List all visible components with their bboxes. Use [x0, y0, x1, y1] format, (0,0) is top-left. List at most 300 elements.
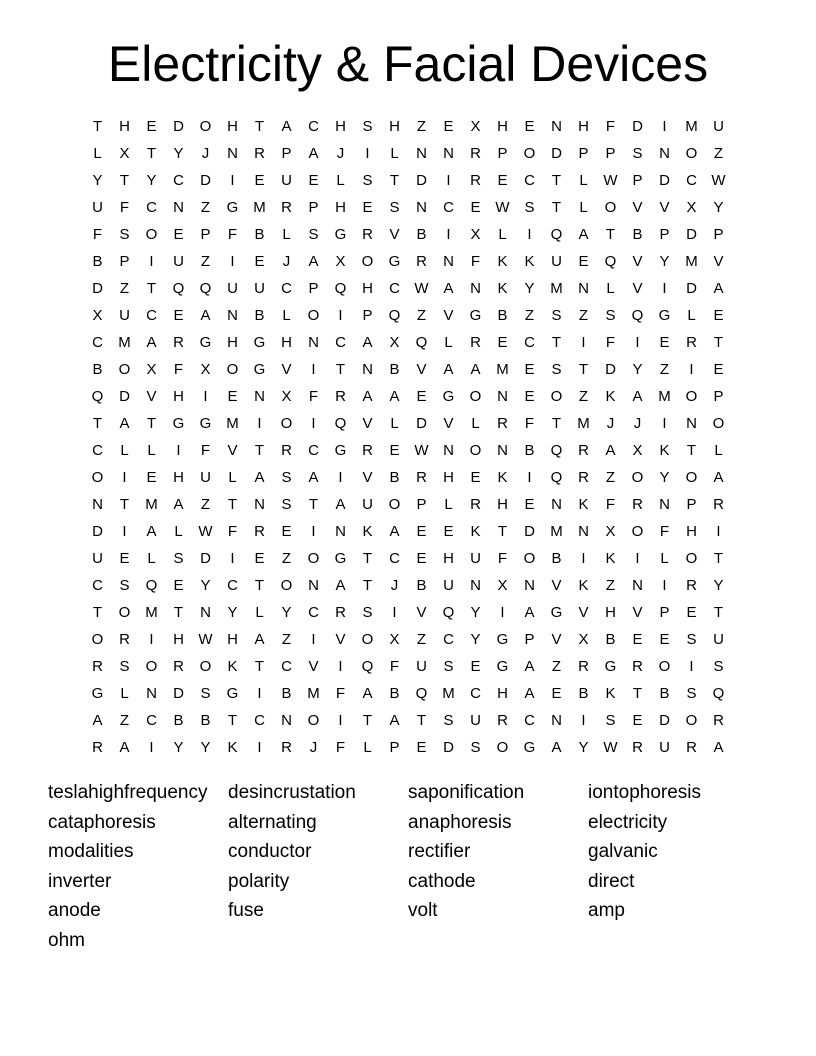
grid-letter: T — [551, 172, 562, 189]
grid-letter: E — [632, 712, 643, 729]
grid-letter: E — [524, 496, 535, 513]
grid-letter: E — [470, 199, 481, 216]
grid-letter: V — [578, 604, 589, 621]
grid-letter: E — [389, 442, 400, 459]
grid-letter: M — [307, 685, 320, 702]
grid-letter: X — [389, 631, 400, 648]
grid-letter: O — [118, 361, 131, 378]
grid-letter: J — [309, 739, 318, 756]
grid-letter: A — [119, 415, 130, 432]
grid-row — [84, 707, 732, 734]
grid-letter: C — [524, 712, 535, 729]
grid-letter: E — [173, 577, 184, 594]
grid-letter: Q — [172, 280, 185, 297]
grid-letter: M — [496, 361, 509, 378]
grid-letter: Z — [578, 307, 589, 324]
grid-letter: T — [227, 496, 238, 513]
grid-letter: Q — [91, 388, 104, 405]
grid-letter: R — [713, 496, 724, 513]
grid-letter: Y — [146, 172, 157, 189]
grid-letter: R — [362, 442, 373, 459]
grid-letter: T — [416, 712, 427, 729]
grid-letter: O — [685, 145, 698, 162]
grid-letter: A — [713, 739, 724, 756]
grid-letter: I — [527, 226, 532, 243]
grid-letter: C — [92, 442, 103, 459]
grid-letter: U — [443, 577, 454, 594]
grid-letter: H — [443, 469, 454, 486]
grid-letter: A — [308, 253, 319, 270]
grid-letter: D — [632, 118, 643, 135]
grid-row — [84, 410, 732, 437]
grid-letter: I — [230, 172, 235, 189]
grid-letter: Y — [470, 631, 481, 648]
grid-letter: W — [414, 442, 429, 459]
grid-letter: S — [362, 172, 373, 189]
grid-letter: V — [551, 577, 562, 594]
grid-letter: V — [632, 253, 643, 270]
grid-letter: U — [173, 253, 184, 270]
grid-letter: V — [443, 415, 454, 432]
grid-letter: B — [281, 685, 292, 702]
grid-letter: M — [577, 415, 590, 432]
grid-letter: A — [389, 388, 400, 405]
grid-letter: I — [365, 145, 370, 162]
grid-letter: T — [92, 604, 103, 621]
grid-letter: L — [282, 307, 291, 324]
grid-letter: P — [605, 145, 616, 162]
grid-letter: H — [497, 118, 508, 135]
grid-letter: X — [497, 577, 508, 594]
grid-letter: T — [146, 145, 157, 162]
grid-letter: Z — [200, 253, 211, 270]
grid-letter: H — [119, 118, 130, 135]
grid-letter: D — [443, 739, 454, 756]
grid-letter: P — [524, 631, 535, 648]
grid-letter: F — [227, 226, 238, 243]
grid-letter: G — [226, 199, 239, 216]
grid-letter: R — [281, 739, 292, 756]
grid-letter: N — [281, 712, 292, 729]
grid-letter: D — [173, 118, 184, 135]
grid-letter: J — [201, 145, 210, 162]
grid-letter: H — [281, 334, 292, 351]
grid-letter: V — [632, 199, 643, 216]
grid-letter: O — [685, 712, 698, 729]
word-list-item: ohm — [48, 929, 85, 951]
grid-letter: I — [203, 388, 208, 405]
grid-letter: L — [606, 280, 615, 297]
grid-letter: H — [578, 118, 589, 135]
grid-letter: K — [497, 280, 508, 297]
grid-letter: O — [280, 577, 293, 594]
grid-letter: E — [227, 388, 238, 405]
grid-letter: S — [605, 712, 616, 729]
grid-letter: L — [579, 199, 588, 216]
grid-letter: T — [254, 577, 265, 594]
grid-letter: B — [254, 307, 265, 324]
grid-letter: E — [524, 388, 535, 405]
grid-letter: R — [470, 145, 481, 162]
grid-letter: E — [578, 253, 589, 270]
grid-letter: C — [389, 280, 400, 297]
grid-letter: S — [632, 145, 643, 162]
grid-letter: B — [578, 685, 589, 702]
grid-letter: N — [470, 280, 481, 297]
grid-letter: M — [442, 685, 455, 702]
grid-letter: G — [496, 631, 509, 648]
grid-letter: N — [443, 253, 454, 270]
grid-letter: T — [686, 442, 697, 459]
grid-letter: Z — [200, 496, 211, 513]
grid-letter: N — [686, 415, 697, 432]
grid-row — [84, 329, 732, 356]
grid-letter: K — [605, 685, 616, 702]
grid-letter: Z — [416, 631, 427, 648]
grid-letter: I — [311, 361, 316, 378]
grid-letter: L — [714, 442, 723, 459]
grid-letter: G — [523, 739, 536, 756]
grid-letter: B — [416, 226, 427, 243]
grid-letter: I — [149, 739, 154, 756]
grid-letter: P — [308, 280, 319, 297]
grid-letter: O — [280, 415, 293, 432]
grid-letter: X — [470, 226, 481, 243]
grid-letter: E — [524, 118, 535, 135]
grid-letter: A — [443, 280, 454, 297]
grid-letter: P — [119, 253, 130, 270]
grid-letter: R — [416, 253, 427, 270]
grid-letter: O — [91, 469, 104, 486]
grid-letter: E — [173, 226, 184, 243]
grid-letter: K — [578, 577, 589, 594]
grid-letter: V — [389, 226, 400, 243]
grid-letter: D — [551, 145, 562, 162]
grid-letter: U — [713, 118, 724, 135]
grid-letter: Y — [173, 739, 184, 756]
grid-letter: I — [635, 334, 640, 351]
grid-letter: E — [146, 469, 157, 486]
grid-letter: D — [92, 523, 103, 540]
grid-letter: N — [470, 577, 481, 594]
grid-letter: G — [334, 226, 347, 243]
grid-letter: D — [200, 172, 211, 189]
grid-letter: V — [416, 604, 427, 621]
grid-letter: U — [713, 631, 724, 648]
grid-letter: F — [92, 226, 103, 243]
grid-letter: R — [362, 226, 373, 243]
grid-letter: N — [416, 145, 427, 162]
grid-letter: A — [524, 604, 535, 621]
grid-letter: P — [659, 604, 670, 621]
grid-row — [84, 464, 732, 491]
grid-letter: C — [281, 658, 292, 675]
grid-letter: R — [686, 739, 697, 756]
grid-letter: V — [227, 442, 238, 459]
grid-row — [84, 734, 732, 761]
grid-letter: O — [91, 631, 104, 648]
grid-letter: D — [416, 415, 427, 432]
grid-letter: S — [713, 658, 724, 675]
grid-letter: C — [92, 577, 103, 594]
grid-letter: A — [389, 712, 400, 729]
grid-letter: G — [199, 415, 212, 432]
grid-letter: Z — [605, 469, 616, 486]
word-list-item: desincrustation — [228, 782, 356, 803]
grid-letter: B — [254, 226, 265, 243]
grid-letter: O — [469, 388, 482, 405]
grid-row — [84, 221, 732, 248]
grid-letter: T — [497, 523, 508, 540]
grid-letter: X — [335, 253, 346, 270]
word-list-item: volt — [408, 900, 438, 922]
grid-letter: E — [470, 469, 481, 486]
word-list-item: polarity — [228, 870, 290, 892]
grid-letter: L — [147, 442, 156, 459]
grid-letter: R — [173, 658, 184, 675]
grid-row — [84, 680, 732, 707]
grid-letter: Q — [334, 415, 347, 432]
grid-letter: O — [307, 712, 320, 729]
grid-letter: B — [389, 469, 400, 486]
grid-letter: Y — [92, 172, 103, 189]
grid-letter: L — [390, 145, 399, 162]
grid-letter: J — [390, 577, 399, 594]
grid-row — [84, 518, 732, 545]
grid-letter: V — [443, 307, 454, 324]
grid-letter: H — [227, 334, 238, 351]
grid-letter: P — [713, 226, 724, 243]
grid-letter: L — [498, 226, 507, 243]
grid-letter: Q — [199, 280, 212, 297]
grid-letter: N — [497, 388, 508, 405]
grid-letter: A — [146, 523, 157, 540]
grid-letter: X — [605, 523, 616, 540]
grid-letter: G — [253, 334, 266, 351]
grid-letter: T — [362, 577, 373, 594]
grid-row — [84, 356, 732, 383]
grid-letter: E — [659, 631, 670, 648]
grid-letter: N — [416, 199, 427, 216]
grid-letter: Q — [550, 226, 563, 243]
grid-letter: A — [146, 334, 157, 351]
grid-letter: S — [119, 577, 130, 594]
grid-letter: E — [146, 118, 157, 135]
grid-letter: Q — [145, 577, 158, 594]
grid-letter: T — [605, 226, 616, 243]
grid-letter: S — [119, 658, 130, 675]
grid-letter: O — [631, 523, 644, 540]
grid-letter: I — [311, 523, 316, 540]
grid-letter: Q — [631, 307, 644, 324]
grid-letter: X — [146, 361, 157, 378]
grid-letter: L — [336, 172, 345, 189]
grid-letter: I — [230, 550, 235, 567]
grid-letter: B — [632, 226, 643, 243]
grid-letter: O — [604, 199, 617, 216]
grid-row — [84, 545, 732, 572]
grid-letter: E — [416, 388, 427, 405]
grid-letter: X — [470, 118, 481, 135]
grid-letter: Z — [281, 550, 292, 567]
grid-letter: K — [470, 523, 481, 540]
grid-letter: U — [659, 739, 670, 756]
grid-letter: I — [581, 550, 586, 567]
grid-letter: O — [712, 415, 725, 432]
grid-letter: N — [92, 496, 103, 513]
grid-letter: L — [579, 172, 588, 189]
grid-letter: V — [146, 388, 157, 405]
grid-letter: W — [603, 172, 618, 189]
grid-letter: I — [446, 226, 451, 243]
grid-letter: B — [92, 361, 103, 378]
grid-letter: A — [632, 388, 643, 405]
grid-letter: I — [392, 604, 397, 621]
grid-letter: R — [92, 658, 103, 675]
grid-letter: I — [122, 469, 127, 486]
grid-letter: A — [362, 334, 373, 351]
grid-letter: N — [308, 334, 319, 351]
grid-letter: R — [119, 631, 130, 648]
grid-letter: C — [308, 118, 319, 135]
grid-letter: R — [470, 172, 481, 189]
grid-letter: I — [149, 631, 154, 648]
grid-letter: C — [146, 712, 157, 729]
letter-grid — [84, 113, 732, 761]
grid-letter: G — [604, 658, 617, 675]
grid-letter: T — [254, 118, 265, 135]
grid-letter: V — [551, 631, 562, 648]
grid-letter: D — [173, 685, 184, 702]
grid-letter: O — [118, 604, 131, 621]
grid-letter: E — [524, 361, 535, 378]
grid-letter: N — [551, 496, 562, 513]
grid-letter: C — [308, 442, 319, 459]
grid-letter: G — [334, 550, 347, 567]
grid-letter: S — [362, 604, 373, 621]
grid-letter: E — [308, 172, 319, 189]
grid-letter: L — [174, 523, 183, 540]
grid-letter: T — [146, 415, 157, 432]
grid-letter: I — [122, 523, 127, 540]
grid-letter: T — [551, 415, 562, 432]
grid-letter: J — [282, 253, 291, 270]
grid-letter: O — [199, 658, 212, 675]
grid-letter: L — [444, 496, 453, 513]
grid-letter: I — [311, 631, 316, 648]
grid-letter: Y — [227, 604, 238, 621]
word-list-item: amp — [588, 900, 625, 922]
grid-letter: N — [443, 145, 454, 162]
grid-letter: T — [578, 361, 589, 378]
grid-letter: I — [176, 442, 181, 459]
grid-letter: R — [497, 415, 508, 432]
grid-row — [84, 302, 732, 329]
grid-letter: S — [362, 118, 373, 135]
grid-letter: N — [254, 496, 265, 513]
grid-letter: Y — [281, 604, 292, 621]
grid-letter: T — [254, 442, 265, 459]
grid-letter: S — [551, 361, 562, 378]
grid-letter: R — [470, 334, 481, 351]
grid-letter: Y — [470, 604, 481, 621]
grid-letter: S — [281, 496, 292, 513]
grid-letter: F — [335, 685, 346, 702]
grid-letter: N — [659, 496, 670, 513]
grid-letter: X — [578, 631, 589, 648]
grid-letter: D — [200, 550, 211, 567]
grid-letter: I — [230, 253, 235, 270]
grid-letter: E — [659, 334, 670, 351]
grid-letter: H — [173, 469, 184, 486]
grid-letter: U — [551, 253, 562, 270]
grid-letter: C — [254, 712, 265, 729]
grid-letter: X — [389, 334, 400, 351]
grid-letter: R — [578, 442, 589, 459]
grid-letter: P — [362, 307, 373, 324]
grid-letter: M — [253, 199, 266, 216]
grid-letter: Y — [578, 739, 589, 756]
grid-letter: C — [146, 307, 157, 324]
grid-letter: L — [444, 334, 453, 351]
grid-letter: R — [686, 334, 697, 351]
grid-letter: O — [145, 226, 158, 243]
grid-letter: S — [173, 550, 184, 567]
grid-letter: C — [335, 334, 346, 351]
grid-letter: U — [227, 280, 238, 297]
grid-letter: O — [145, 658, 158, 675]
grid-letter: A — [254, 631, 265, 648]
grid-letter: P — [659, 226, 670, 243]
grid-letter: G — [550, 604, 563, 621]
grid-letter: S — [389, 199, 400, 216]
grid-letter: R — [254, 145, 265, 162]
grid-letter: Y — [713, 577, 724, 594]
grid-letter: G — [388, 253, 401, 270]
grid-letter: W — [198, 631, 213, 648]
grid-letter: N — [578, 280, 589, 297]
grid-row — [84, 626, 732, 653]
grid-letter: P — [308, 199, 319, 216]
grid-letter: Z — [551, 658, 562, 675]
grid-row — [84, 194, 732, 221]
grid-letter: O — [388, 496, 401, 513]
grid-row — [84, 599, 732, 626]
grid-letter: S — [443, 712, 454, 729]
grid-letter: Y — [200, 577, 211, 594]
grid-letter: C — [281, 280, 292, 297]
grid-letter: U — [470, 712, 481, 729]
grid-letter: D — [416, 172, 427, 189]
grid-letter: U — [92, 199, 103, 216]
grid-letter: S — [281, 469, 292, 486]
grid-letter: X — [632, 442, 643, 459]
grid-letter: N — [659, 145, 670, 162]
grid-letter: M — [226, 415, 239, 432]
grid-letter: H — [389, 118, 400, 135]
grid-letter: I — [689, 361, 694, 378]
grid-letter: M — [550, 280, 563, 297]
grid-letter: R — [632, 739, 643, 756]
grid-letter: D — [605, 361, 616, 378]
grid-letter: H — [686, 523, 697, 540]
grid-letter: B — [659, 685, 670, 702]
grid-letter: B — [605, 631, 616, 648]
grid-letter: C — [443, 631, 454, 648]
grid-letter: L — [660, 550, 669, 567]
grid-letter: Z — [713, 145, 724, 162]
grid-row — [84, 383, 732, 410]
